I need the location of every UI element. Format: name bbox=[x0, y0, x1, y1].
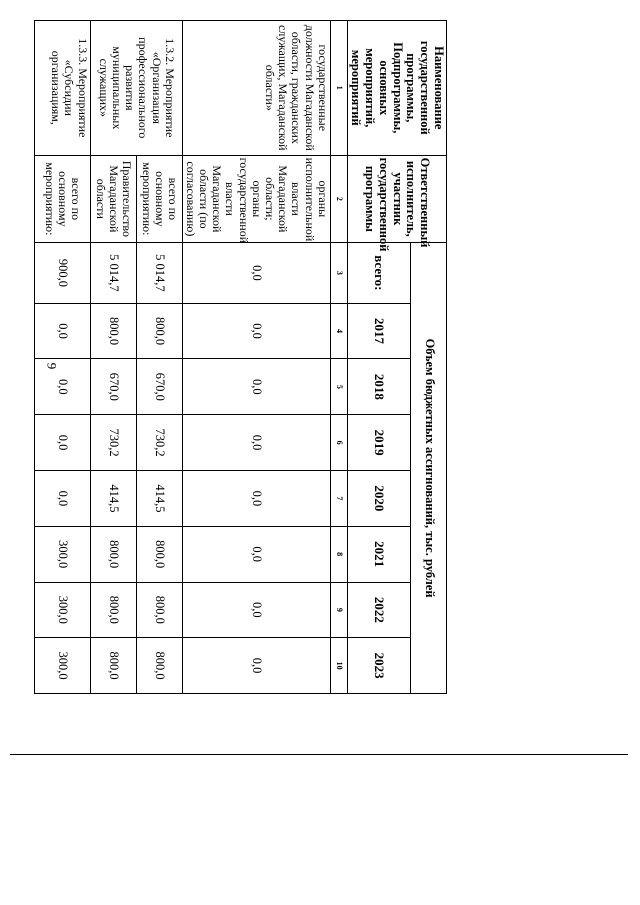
value-cell: 300,0 bbox=[34, 526, 90, 582]
column-number: 1 bbox=[330, 21, 347, 156]
row-name: 1.3.3. Мероприятие «Субсидии организациям, bbox=[34, 21, 90, 156]
column-number: 6 bbox=[330, 415, 347, 471]
column-number: 3 bbox=[330, 243, 347, 304]
column-number: 5 bbox=[330, 359, 347, 415]
budget-table bbox=[34, 20, 447, 694]
header-total: всего: bbox=[347, 243, 411, 304]
row-executor: всего по основному мероприятию: bbox=[136, 155, 182, 242]
value-cell: 300,0 bbox=[34, 638, 90, 694]
value-cell: 414,5 bbox=[90, 471, 136, 527]
column-number: 2 bbox=[330, 155, 347, 242]
value-cell: 0,0 bbox=[182, 471, 330, 527]
value-cell: 670,0 bbox=[90, 359, 136, 415]
value-cell: 0,0 bbox=[34, 303, 90, 359]
value-cell: 800,0 bbox=[136, 526, 182, 582]
header-year: 2017 bbox=[347, 303, 411, 359]
table-row bbox=[182, 21, 330, 694]
value-cell: 0,0 bbox=[182, 582, 330, 638]
header-year: 2023 bbox=[347, 638, 411, 694]
row-executor: органы исполнительной власти Магаданской области; органы государственной власти Магаданской области (по согласованию) bbox=[182, 155, 330, 242]
value-cell: 0,0 bbox=[182, 359, 330, 415]
header-responsible-executor: Ответственный исполнитель, участник государственной программы bbox=[347, 155, 446, 242]
value-cell: 0,0 bbox=[182, 303, 330, 359]
column-number: 9 bbox=[330, 582, 347, 638]
column-number: 4 bbox=[330, 303, 347, 359]
value-cell: 0,0 bbox=[182, 415, 330, 471]
value-cell: 0,0 bbox=[34, 359, 90, 415]
header-program-name: Наименование государственной программы, Подпрограммы, основных мероприятий, мероприятий bbox=[347, 21, 446, 156]
value-cell: 800,0 bbox=[90, 526, 136, 582]
row-executor: Правительство Магаданской области bbox=[90, 155, 136, 242]
header-year: 2018 bbox=[347, 359, 411, 415]
column-number: 7 bbox=[330, 471, 347, 527]
value-cell: 800,0 bbox=[136, 303, 182, 359]
row-name: государственные должности Магаданской области, гражданских служащих, Магаданской области» bbox=[182, 21, 330, 156]
table-row bbox=[34, 21, 90, 694]
value-cell: 0,0 bbox=[182, 638, 330, 694]
value-cell: 800,0 bbox=[90, 303, 136, 359]
table-row bbox=[136, 21, 182, 694]
value-cell: 300,0 bbox=[34, 582, 90, 638]
header-budget-allocations: Объем бюджетных ассигнований, тыс. рублей bbox=[411, 243, 447, 694]
value-cell: 5 014,7 bbox=[136, 243, 182, 304]
value-cell: 900,0 bbox=[34, 243, 90, 304]
header-year: 2022 bbox=[347, 582, 411, 638]
rotated-table-area bbox=[42, 20, 447, 694]
value-cell: 800,0 bbox=[90, 582, 136, 638]
value-cell: 0,0 bbox=[182, 526, 330, 582]
column-number: 10 bbox=[330, 638, 347, 694]
page-number: 9 bbox=[44, 362, 60, 370]
value-cell: 670,0 bbox=[136, 359, 182, 415]
horizontal-rule bbox=[10, 754, 628, 755]
row-executor: всего по основному мероприятию: bbox=[34, 155, 90, 242]
header-year: 2020 bbox=[347, 471, 411, 527]
value-cell: 0,0 bbox=[34, 415, 90, 471]
header-year: 2019 bbox=[347, 415, 411, 471]
value-cell: 730,2 bbox=[136, 415, 182, 471]
value-cell: 0,0 bbox=[34, 471, 90, 527]
value-cell: 0,0 bbox=[182, 243, 330, 304]
header-year: 2021 bbox=[347, 526, 411, 582]
column-number: 8 bbox=[330, 526, 347, 582]
value-cell: 414,5 bbox=[136, 471, 182, 527]
value-cell: 800,0 bbox=[136, 582, 182, 638]
rotated-table-wrapper bbox=[42, 20, 447, 694]
value-cell: 5 014,7 bbox=[90, 243, 136, 304]
row-name: 1.3.2. Мероприятие «Организация профессионального развития муниципальных служащих» bbox=[90, 21, 182, 156]
value-cell: 800,0 bbox=[90, 638, 136, 694]
value-cell: 730,2 bbox=[90, 415, 136, 471]
value-cell: 800,0 bbox=[136, 638, 182, 694]
